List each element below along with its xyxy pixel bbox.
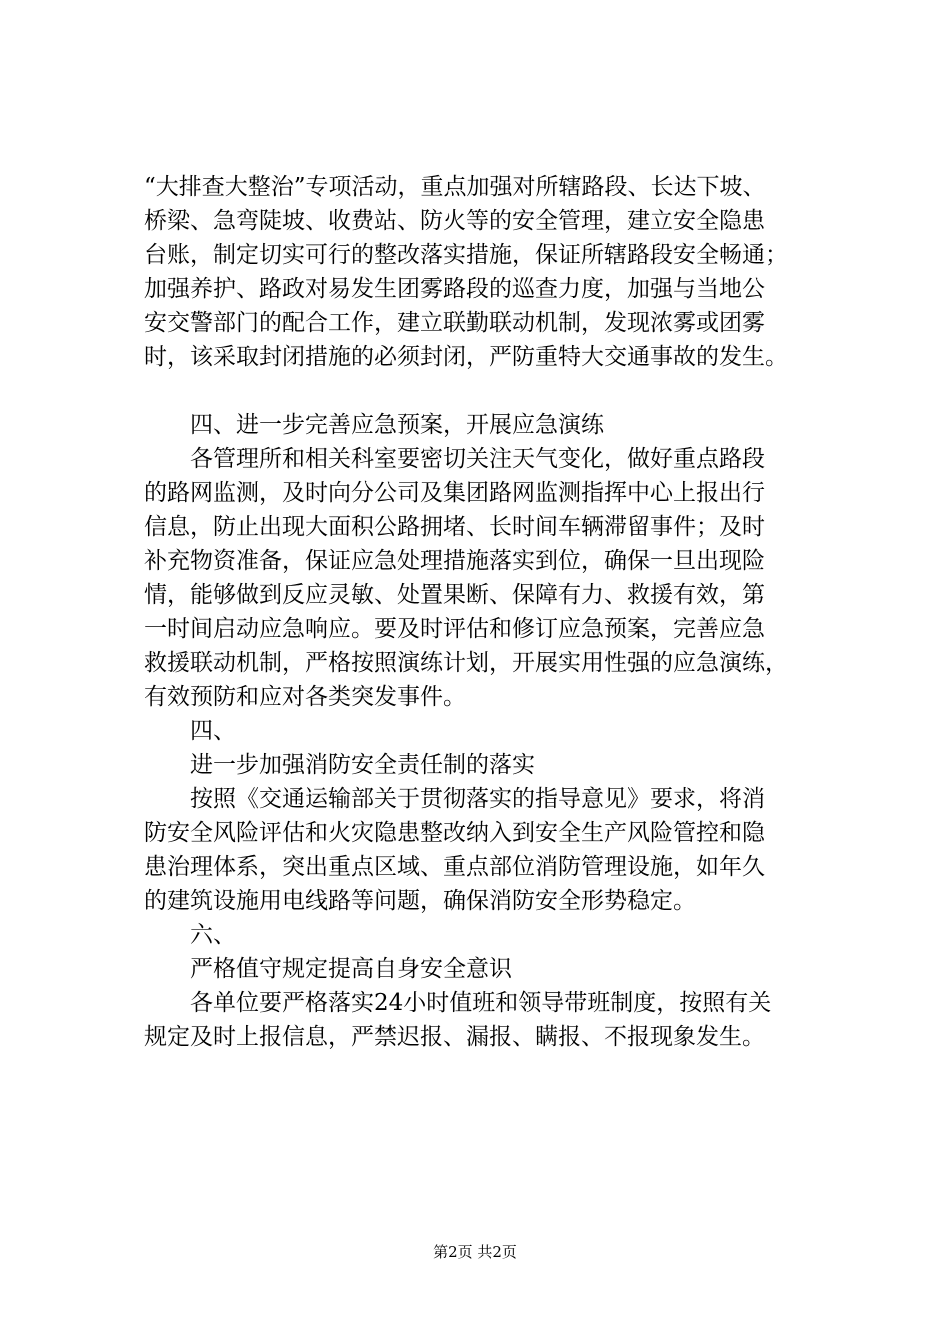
text-line: 补充物资准备，保证应急处理措施落实到位，确保一旦出现险: [144, 548, 765, 574]
section-number: 六、: [144, 922, 236, 948]
text-line: “大排查大整治”专项活动，重点加强对所辖路段、长达下坡、: [144, 174, 766, 200]
section-heading: 严格值守规定提高自身安全意识: [144, 956, 512, 982]
page-number-label: 第2页 共2页: [433, 1243, 517, 1261]
text-line: 时，该采取封闭措施的必须封闭，严防重特大交通事故的发生。: [144, 344, 788, 370]
text-line: 患治理体系，突出重点区域、重点部位消防管理设施，如年久: [144, 854, 765, 880]
section-number: 四、: [144, 718, 236, 744]
text-line: 防安全风险评估和火灾隐患整改纳入到安全生产风险管控和隐: [144, 820, 765, 846]
text-line: 安交警部门的配合工作，建立联勤联动机制，发现浓雾或团雾: [144, 310, 765, 336]
text-line: 各单位要严格落实24小时值班和领导带班制度，按照有关: [144, 990, 772, 1016]
text-line: 情，能够做到反应灵敏、处置果断、保障有力、救援有效，第: [144, 582, 765, 608]
paragraph-block-0: [144, 170, 834, 374]
document-body: [144, 170, 834, 1054]
text-line: 按照《交通运输部关于贯彻落实的指导意见》要求，将消: [144, 786, 765, 812]
text-line: 一时间启动应急响应。要及时评估和修订应急预案，完善应急: [144, 616, 765, 642]
section-heading: 四、进一步完善应急预案，开展应急演练: [144, 412, 604, 438]
text-line: 的路网监测，及时向分公司及集团路网监测指挥中心上报出行: [144, 480, 765, 506]
text-line: 规定及时上报信息，严禁迟报、漏报、瞒报、不报现象发生。: [144, 1024, 765, 1050]
text-line: 桥梁、急弯陡坡、收费站、防火等的安全管理，建立安全隐患: [144, 208, 765, 234]
page-footer: [0, 1240, 950, 1264]
text-line: 有效预防和应对各类突发事件。: [144, 684, 466, 710]
text-line: 信息，防止出现大面积公路拥堵、长时间车辆滞留事件；及时: [144, 514, 765, 540]
text-line: 救援联动机制，严格按照演练计划，开展实用性强的应急演练，: [144, 650, 788, 676]
paragraph-block-1: [144, 408, 834, 1054]
section-heading: 进一步加强消防安全责任制的落实: [144, 752, 535, 778]
text-line: 台账，制定切实可行的整改落实措施，保证所辖路段安全畅通；: [144, 242, 788, 268]
text-line: 加强养护、路政对易发生团雾路段的巡查力度，加强与当地公: [144, 276, 765, 302]
paragraph-gap: [144, 374, 834, 408]
text-line: 各管理所和相关科室要密切关注天气变化，做好重点路段: [144, 446, 765, 472]
text-line: 的建筑设施用电线路等问题，确保消防安全形势稳定。: [144, 888, 696, 914]
